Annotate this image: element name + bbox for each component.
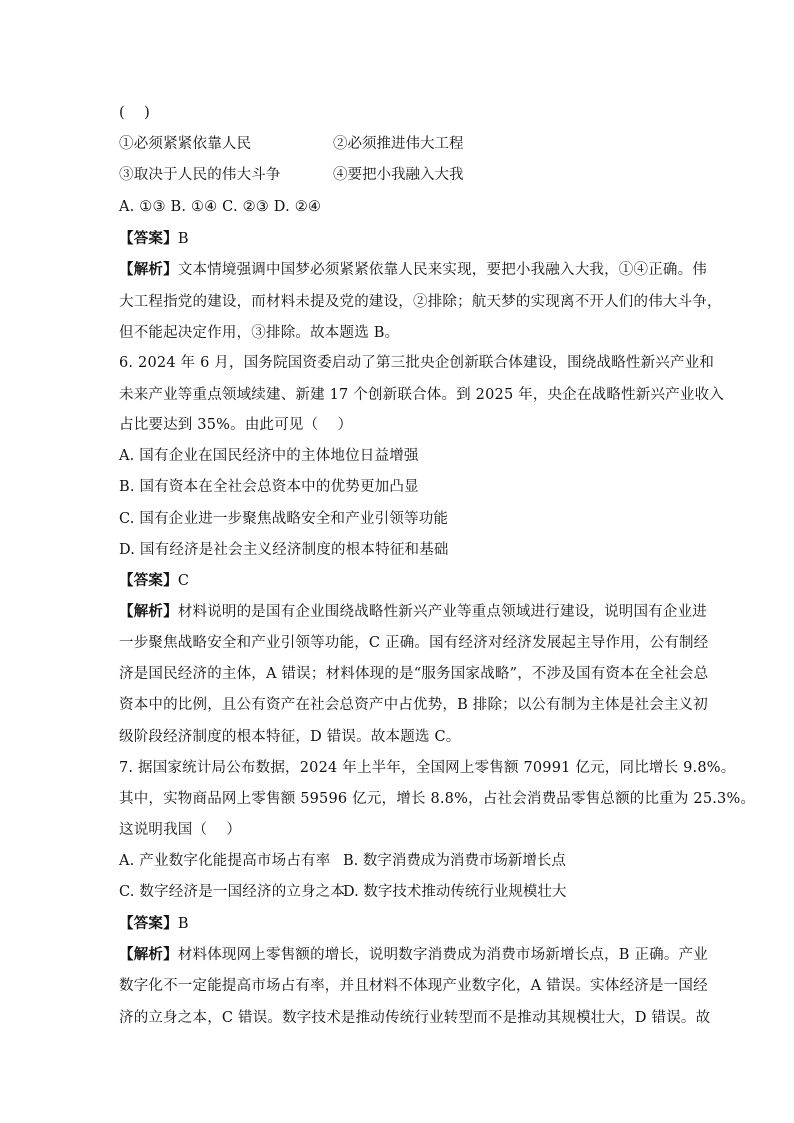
q6-answer bbox=[119, 571, 189, 591]
q5-option-3: ③取决于人民的伟大斗争 bbox=[119, 167, 281, 183]
q6-option-d: D. 国有经济是社会主义经济制度的根本特征和基础 bbox=[119, 542, 449, 558]
q6-option-b: B. 国有资本在全社会总资本中的优势更加凸显 bbox=[119, 479, 419, 495]
q7-analysis-line-3: 济的立身之本，C 错误。数字技术是推动传统行业转型而不是推动其规模壮大，D 错误。故 bbox=[119, 1010, 711, 1026]
q6-stem-line-2: 未来产业等重点领域续建、新建 17 个创新联合体。到 2025 年，央企在战略性新兴产业收入 bbox=[119, 387, 724, 403]
q6-analysis-line-4: 资本中的比例，且公有资产在社会总资产中占优势，B 排除；以公有制为主体是社会主义初 bbox=[119, 697, 708, 713]
q7-analysis-line-2: 数字化不一定能提高市场占有率，并且材料不体现产业数字化，A 错误。实体经济是一国经 bbox=[119, 978, 708, 994]
analysis-tag: 【解析】 bbox=[119, 604, 178, 620]
answer-tag: 【答案】 bbox=[119, 231, 178, 247]
q7-option-d: D. 数字技术推动传统行业规模壮大 bbox=[343, 884, 567, 900]
analysis-tag: 【解析】 bbox=[119, 262, 178, 278]
q6-option-c: C. 国有企业进一步聚焦战略安全和产业引领等功能 bbox=[119, 511, 449, 527]
q6-analysis-line-5: 级阶段经济制度的根本特征，D 错误。故本题选 C。 bbox=[119, 729, 461, 745]
q5-option-1: ①必须紧紧依靠人民 bbox=[119, 136, 252, 152]
q6-stem-line-3: 占比要达到 35%。由此可见（ ） bbox=[119, 417, 353, 433]
q5-choices: A. ①③ B. ①④ C. ②③ D. ②④ bbox=[119, 199, 322, 215]
q6-analysis-line-2: 一步聚焦战略安全和产业引领等功能，C 正确。国有经济对经济发展起主导作用，公有制经 bbox=[119, 635, 709, 651]
q7-stem-line-3: 这说明我国（ ） bbox=[119, 822, 242, 838]
q7-option-c: C. 数字经济是一国经济的立身之本 bbox=[119, 884, 346, 900]
q7-option-a: A. 产业数字化能提高市场占有率 bbox=[119, 853, 331, 869]
answer-tag: 【答案】 bbox=[119, 573, 178, 589]
q6-option-a: A. 国有企业在国民经济中的主体地位日益增强 bbox=[119, 448, 419, 464]
answer-value: B bbox=[177, 231, 189, 247]
answer-tag: 【答案】 bbox=[119, 916, 178, 932]
q7-analysis-line-1 bbox=[119, 945, 708, 965]
q7-answer bbox=[119, 914, 189, 934]
q5-option-4: ④要把小我融入大我 bbox=[333, 167, 464, 183]
analysis-text: 文本情境强调中国梦必须紧紧依靠人民来实现，要把小我融入大我，①④正确。伟 bbox=[177, 262, 708, 278]
q5-option-2: ②必须推进伟大工程 bbox=[333, 136, 464, 152]
analysis-tag: 【解析】 bbox=[119, 947, 178, 963]
q7-option-b: B. 数字消费成为消费市场新增长点 bbox=[343, 853, 566, 869]
q5-analysis-line-2: 大工程指党的建设，而材料未提及党的建设，②排除；航天梦的实现离不开人们的伟大斗争， bbox=[119, 294, 722, 310]
q7-stem-line-1: 7. 据国家统计局公布数据，2024 年上半年，全国网上零售额 70991 亿元，同比增长 9.8%。 bbox=[119, 760, 736, 776]
answer-value: B bbox=[177, 916, 189, 932]
analysis-text: 材料说明的是国有企业围绕战略性新兴产业等重点领域进行建设，说明国有企业进 bbox=[177, 604, 708, 620]
q5-answer bbox=[119, 229, 189, 249]
q6-stem-line-1: 6. 2024 年 6 月，国务院国资委启动了第三批央企创新联合体建设，围绕战略性新兴产业和 bbox=[119, 355, 715, 371]
q7-stem-line-2: 其中，实物商品网上零售额 59596 亿元，增长 8.8%，占社会消费品零售总额的比重为 25.3%。 bbox=[119, 791, 756, 807]
q6-analysis-line-1 bbox=[119, 602, 707, 622]
q6-analysis-line-3: 济是国民经济的主体，A 错误；材料体现的是“服务国家战略”，不涉及国有资本在全社会总 bbox=[119, 666, 709, 682]
analysis-text: 材料体现网上零售额的增长，说明数字消费成为消费市场新增长点，B 正确。产业 bbox=[177, 947, 708, 963]
q5-analysis-line-3: 但不能起决定作用，③排除。故本题选 B。 bbox=[119, 325, 400, 341]
q5-analysis-line-1 bbox=[119, 260, 707, 280]
q5-blank-paren: ( ) bbox=[119, 105, 150, 121]
answer-value: C bbox=[177, 573, 190, 589]
